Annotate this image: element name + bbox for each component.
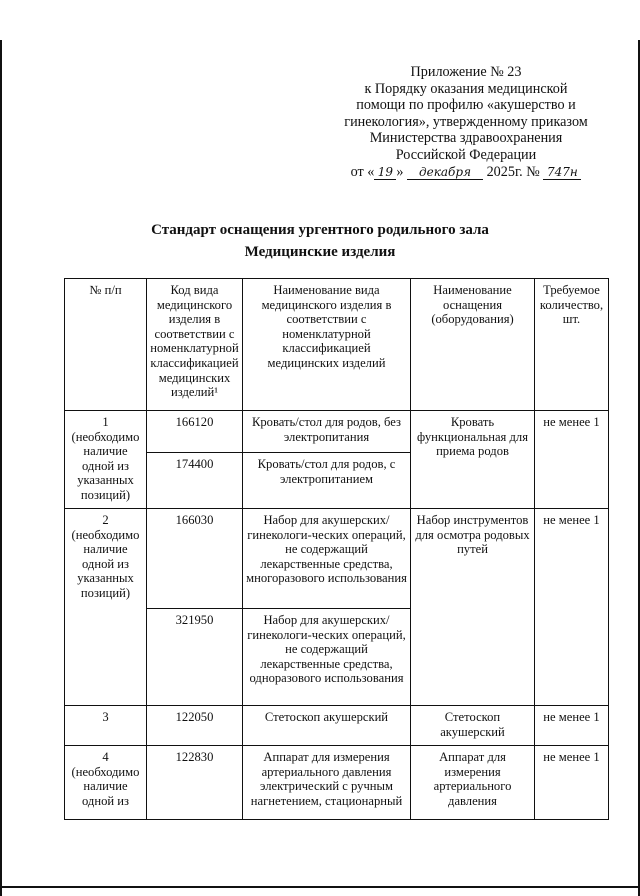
row-number: 3 [65,706,147,746]
document-title: Стандарт оснащения ургентного родильного зала [151,222,489,238]
document-subtitle: Медицинские изделия [244,244,396,260]
header-device-name: Наименование вида медицинского изделия в соответствии с номенклатурной классификацией медицинских изделий [243,279,411,411]
appendix-line: Российской Федерации [395,146,537,163]
scan-border-left [0,40,2,896]
device-name: Набор для акушерских/гинекологи-ческих операций, не содержащий лекарственные средства, одноразового использования [243,609,411,706]
equipment-name: Кровать функциональная для приема родов [411,411,535,509]
header-quantity: Требуемое количество, шт. [535,279,609,411]
appendix-line: к Порядку оказания медицинской [364,80,568,97]
equipment-name: Набор инструментов для осмотра родовых путей [411,509,535,706]
device-code: 122830 [147,746,243,820]
quantity: не менее 1 [535,509,609,706]
quote-close: » [396,163,404,180]
header-equipment: Наименование оснащения (оборудования) [411,279,535,411]
appendix-line: помощи по профилю «акушерство и [356,97,576,114]
row-number: 2 (необходимо наличие одной из указанных позиций) [65,509,147,706]
appendix-number: Приложение № 23 [410,64,522,80]
quantity: не менее 1 [535,411,609,509]
appendix-header [318,64,614,180]
device-name: Стетоскоп акушерский [243,706,411,746]
handwritten-month: декабря [407,165,483,180]
row-number: 4 (необходимо наличие одной из [65,746,147,820]
table-header-row [65,279,609,411]
device-code: 122050 [147,706,243,746]
number-label: № [526,163,540,180]
device-name: Кровать/стол для родов, с электропитанием [243,453,411,509]
equipment-name: Стетоскоп акушерский [411,706,535,746]
row-number: 1 (необходимо наличие одной из указанных позиций) [65,411,147,509]
device-name: Набор для акушерских/гинекологи-ческих операций, не содержащий лекарственные средства, многоразового использования [243,509,411,609]
appendix-line: Министерства здравоохранения [369,130,563,147]
table-row [65,509,609,609]
device-name: Аппарат для измерения артериального давления электрический с ручным нагнетением, стационарный [243,746,411,820]
table-row [65,411,609,453]
equipment-table [64,278,609,820]
device-name: Кровать/стол для родов, без электропитания [243,411,411,453]
quantity: не менее 1 [535,746,609,820]
scan-border-bottom [0,886,640,888]
handwritten-number: 747н [543,165,581,180]
appendix-line: гинекология», утвержденному приказом [344,113,588,130]
quantity: не менее 1 [535,706,609,746]
year: 2025 [486,163,515,180]
header-number: № п/п [65,279,147,411]
header-code: Код вида медицинского изделия в соответствии с номенклатурной классификацией медицинских изделий¹ [147,279,243,411]
table-row [65,706,609,746]
year-suffix: г. [514,163,523,180]
equipment-name: Аппарат для измерения артериального давления [411,746,535,820]
handwritten-day: 19 [374,165,396,180]
order-date-number [318,164,614,181]
device-code: 166030 [147,509,243,609]
from-label: от « [350,163,375,180]
table-row [65,746,609,820]
device-code: 166120 [147,411,243,453]
device-code: 174400 [147,453,243,509]
device-code: 321950 [147,609,243,706]
